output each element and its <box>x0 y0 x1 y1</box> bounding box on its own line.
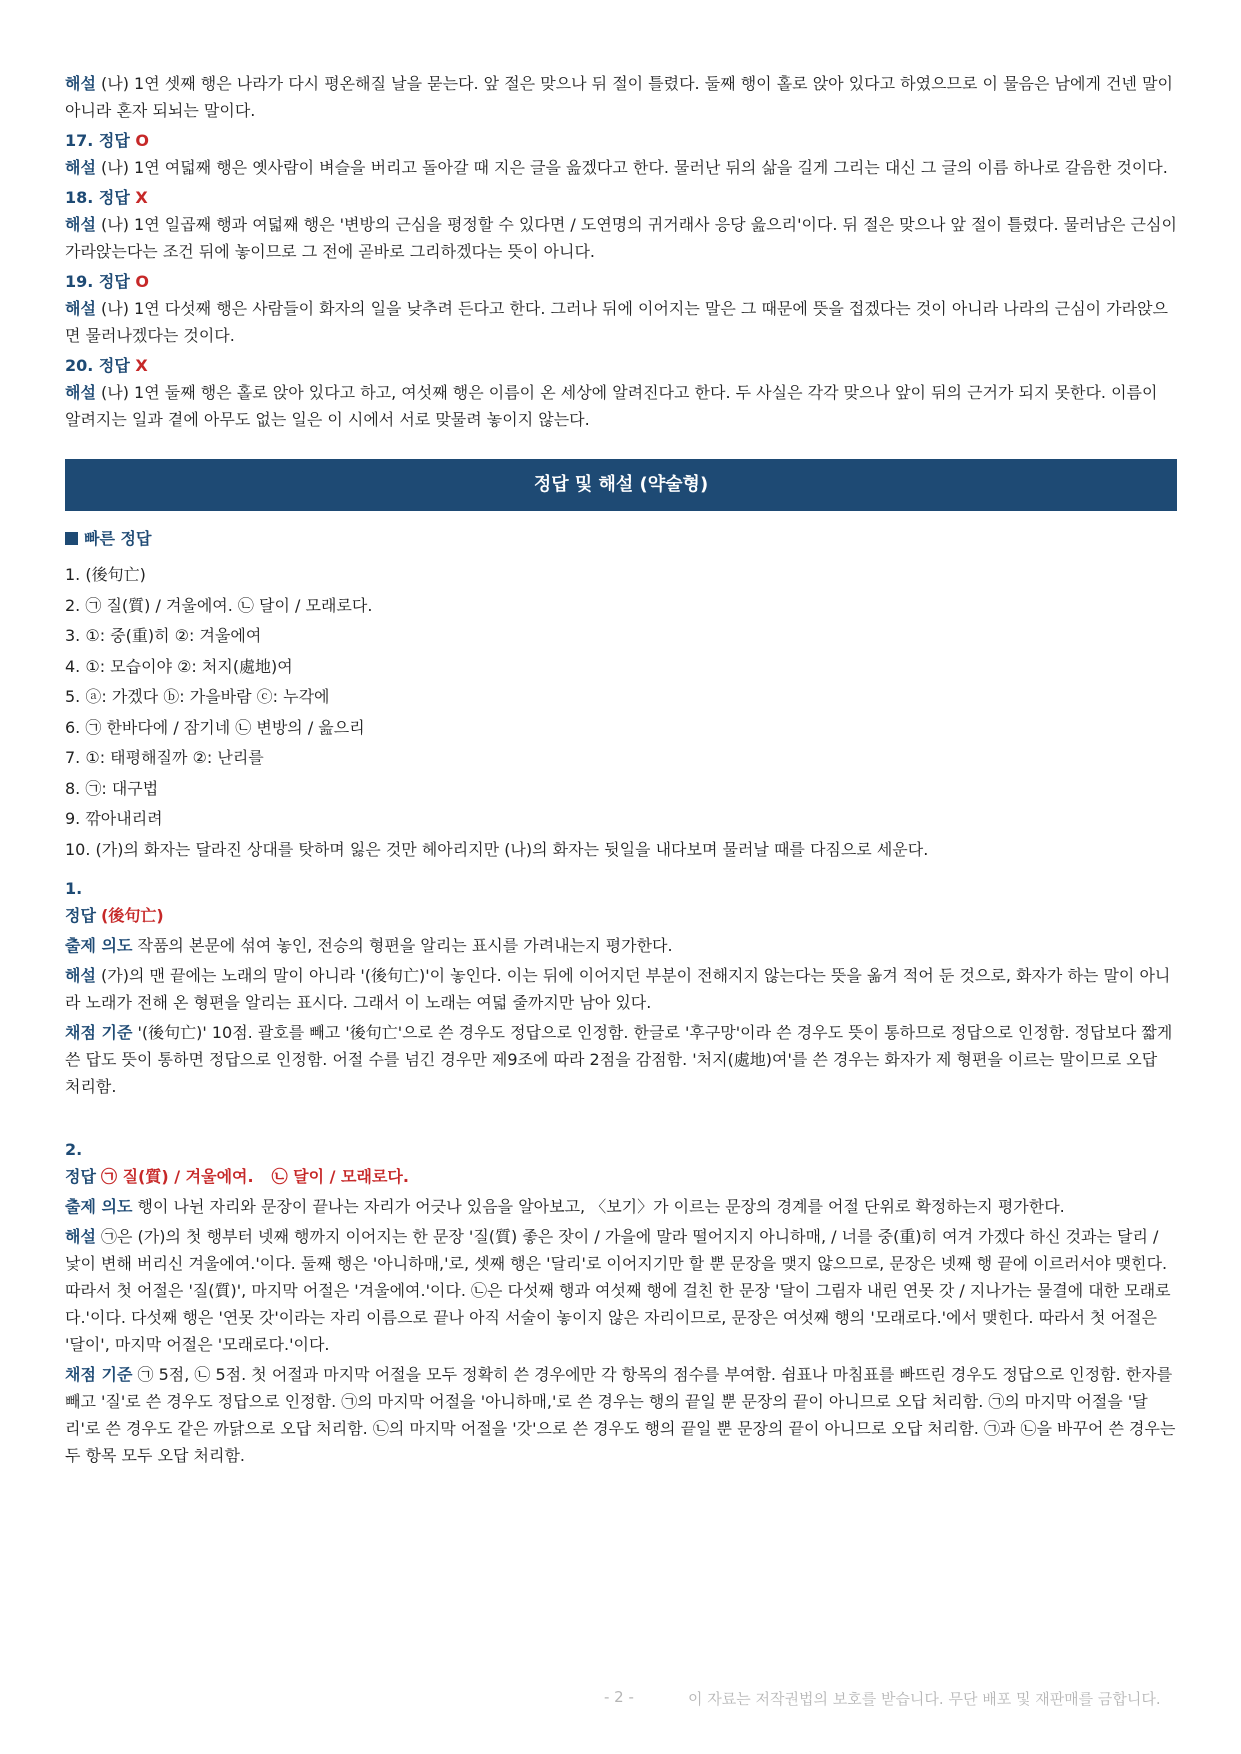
intent-text: 행이 나뉜 자리와 문장이 끝나는 자리가 어긋나 있음을 알아보고, 〈보기〉가 이르는 문장의 경계를 어절 단위로 확정하는지 평가한다. <box>132 1197 1065 1216</box>
explanation-text: (나) 1연 일곱째 행과 여덟째 행은 '변방의 근심을 평정할 수 있다면 / 도연명의 귀거래사 응당 읊으리'이다. 뒤 절은 맞으나 앞 절이 틀렸다. 물러남은 근심이 가라앉는다는 조건 뒤에 놓이므로 그 전에 곧바로 그리하겠다는 뜻이 아니다. <box>65 215 1177 261</box>
answer-mark: O <box>135 131 150 150</box>
quick-answer-line: 2. ㉠ 질(質) / 겨울에여. ㉡ 달이 / 모래로다. <box>65 595 373 615</box>
quick-answer-line: 1. (後句亡) <box>65 565 146 584</box>
explanation-text: (나) 1연 여덟째 행은 옛사람이 벼슬을 버리고 돌아갈 때 지은 글을 읊겠다고 한다. 물러난 뒤의 삶을 길게 그리는 대신 그 글의 이름 하나로 갈음한 것이다. <box>95 158 1168 177</box>
answer-text-b: ㉡ 달이 / 모래로다. <box>271 1167 409 1186</box>
explanation-text: (나) 1연 둘째 행은 홀로 앉아 있다고 하고, 여섯째 행은 이름이 온 세상에 알려진다고 한다. 두 사실은 각각 맞으나 앞이 뒤의 근거가 되지 못한다. 이름이 알려지는 일과 곁에 아무도 없는 일은 이 시에서 서로 맞물려 놓이지 않는다. <box>65 383 1158 429</box>
quick-answer-line: 10. (가)의 화자는 달라진 상대를 탓하며 잃은 것만 헤아리지만 (나)의 화자는 뒷일을 내다보며 물러날 때를 다짐으로 세운다. <box>65 839 929 859</box>
document-body <box>65 70 1177 1472</box>
explanation-text: ㉠은 (가)의 첫 행부터 넷째 행까지 이어지는 한 문장 '질(質) 좋은 잣이 / 가을에 말라 떨어지지 아니하매, / 너를 중(重)히 여겨 가겠다 하신 것과는 달리 / 낯이 변해 버리신 겨울에여.'이다. 둘째 행은 '아니하매,'로, 셋째 행은 '달리'로 이어지기만 할 뿐 문장을 맺지 않으므로, 문장은 넷째 행 끝에 이르러서야 맺힌다. 따라서 첫 어절은 '질(質)', 마지막 어절은 '겨울에여.'이다. ㉡은 다섯째 행과 여섯째 행에 걸친 한 문장 '달이 그림자 내린 연못 갓 / 지나가는 물결에 대한 모래로다.'이다. 다섯째 행은 '연못 갓'이라는 자리 이름으로 끝나 아직 서술이 놓이지 않은 자리이므로, 문장은 여섯째 행의 '모래로다.'에서 맺힌다. 따라서 첫 어절은 '달이', 마지막 어절은 '모래로다.'이다. <box>65 1227 1171 1354</box>
label-explanation: 해설 <box>65 1227 96 1246</box>
item-number: 18. 정답 <box>65 188 130 207</box>
label-intent: 출제 의도 <box>65 1197 133 1216</box>
page-number: - 2 - <box>604 1688 634 1706</box>
explanation-16 <box>65 70 1177 124</box>
quick-answer-list <box>65 560 1177 865</box>
quick-answer-line: 3. ①: 중(重)히 ②: 겨울에여 <box>65 626 262 645</box>
answer-text: (後句亡) <box>101 906 164 925</box>
explanation-text: (나) 1연 셋째 행은 나라가 다시 평온해질 날을 묻는다. 앞 절은 맞으나 뒤 절이 틀렸다. 둘째 행이 홀로 앉아 있다고 하였으므로 이 물음은 남에게 건넨 말이 아니라 혼자 되뇌는 말이다. <box>65 74 1173 120</box>
quick-answer-line: 9. 깎아내리려 <box>65 809 163 828</box>
section-banner: 정답 및 해설 (약술형) <box>65 459 1177 511</box>
criteria-text: '(後句亡)' 10점. 괄호를 빼고 '後句亡'으로 쓴 경우도 정답으로 인정함. 한글로 '후구망'이라 쓴 경우도 뜻이 통하므로 정답으로 인정함. 정답보다 짧게 쓴 답도 뜻이 통하면 정답으로 인정함. 어절 수를 넘긴 경우만 제9조에 따라 2점을 감점함. '처지(處地)여'를 쓴 경우는 화자가 제 형편을 이르는 말이므로 오답 처리함. <box>65 1023 1173 1096</box>
label-explanation: 해설 <box>65 158 96 177</box>
question-2-block <box>65 1136 1177 1469</box>
label-explanation: 해설 <box>65 215 96 234</box>
label-criteria: 채점 기준 <box>65 1023 133 1042</box>
item-number: 17. 정답 <box>65 131 130 150</box>
label-criteria: 채점 기준 <box>65 1365 133 1384</box>
answer-item-17 <box>65 127 1177 181</box>
item-number: 20. 정답 <box>65 356 130 375</box>
quick-answer-line: 6. ㉠ 한바다에 / 잠기네 ㉡ 변방의 / 읊으리 <box>65 717 365 737</box>
item-number: 19. 정답 <box>65 272 130 291</box>
label-intent: 출제 의도 <box>65 936 133 955</box>
quick-answer-line: 7. ①: 태평해질까 ②: 난리를 <box>65 748 264 767</box>
answer-mark: O <box>135 272 150 291</box>
question-number: 1. <box>65 879 83 898</box>
quick-answer-line: 8. ㉠: 대구법 <box>65 778 159 798</box>
quick-answer-line: 5. ⓐ: 가겠다 ⓑ: 가을바람 ⓒ: 누각에 <box>65 687 330 706</box>
answer-mark: X <box>135 188 148 207</box>
answer-mark: X <box>135 356 148 375</box>
square-bullet-icon <box>65 532 78 545</box>
question-number: 2. <box>65 1140 83 1159</box>
label-explanation: 해설 <box>65 74 96 93</box>
quick-answer-line: 4. ①: 모습이야 ②: 처지(處地)여 <box>65 656 293 676</box>
question-1-block <box>65 875 1177 1100</box>
explanation-text: (가)의 맨 끝에는 노래의 말이 아니라 '(後句亡)'이 놓인다. 이는 뒤에 이어지던 부분이 전해지지 않는다는 뜻을 옮겨 적어 둔 것으로, 화자가 하는 말이 아니라 노래가 전해 온 형편을 알리는 표시다. 그래서 이 노래는 여덟 줄까지만 남아 있다. <box>65 966 1171 1012</box>
label-explanation: 해설 <box>65 299 96 318</box>
answer-text-a: ㉠ 질(質) / 겨울에여. <box>101 1167 254 1186</box>
criteria-text: ㉠ 5점, ㉡ 5점. 첫 어절과 마지막 어절을 모두 정확히 쓴 경우에만 각 항목의 점수를 부여함. 쉼표나 마침표를 빠뜨린 경우도 정답으로 인정함. 한자를 빼고 '질'로 쓴 경우도 정답으로 인정함. ㉠의 마지막 어절을 '아니하매,'로 쓴 경우는 행의 끝일 뿐 문장의 끝이 아니므로 오답 처리함. ㉠의 마지막 어절을 '달리'로 쓴 경우도 같은 까닭으로 오답 처리함. ㉡의 마지막 어절을 '갓'으로 쓴 경우도 행의 끝일 뿐 문장의 끝이 아니므로 오답 처리함. ㉠과 ㉡을 바꾸어 쓴 경우는 두 항목 모두 오답 처리함. <box>65 1365 1176 1465</box>
quick-answer-title: 빠른 정답 <box>84 529 152 548</box>
answer-item-19 <box>65 268 1177 349</box>
label-answer: 정답 <box>65 1167 96 1186</box>
label-explanation: 해설 <box>65 966 96 985</box>
explanation-text: (나) 1연 다섯째 행은 사람들이 화자의 일을 낮추려 든다고 한다. 그러나 뒤에 이어지는 말은 그 때문에 뜻을 접겠다는 것이 아니라 나라의 근심이 가라앉으면 물러나겠다는 것이다. <box>65 299 1169 345</box>
copyright-notice: 이 자료는 저작권법의 보호를 받습니다. 무단 배포 및 재판매를 금합니다. <box>688 1690 1161 1708</box>
intent-text: 작품의 본문에 섞여 놓인, 전승의 형편을 알리는 표시를 가려내는지 평가한다. <box>132 936 673 955</box>
answer-item-18 <box>65 184 1177 265</box>
answer-item-20 <box>65 352 1177 433</box>
quick-answer-heading <box>65 525 1177 552</box>
label-answer: 정답 <box>65 906 96 925</box>
label-explanation: 해설 <box>65 383 96 402</box>
